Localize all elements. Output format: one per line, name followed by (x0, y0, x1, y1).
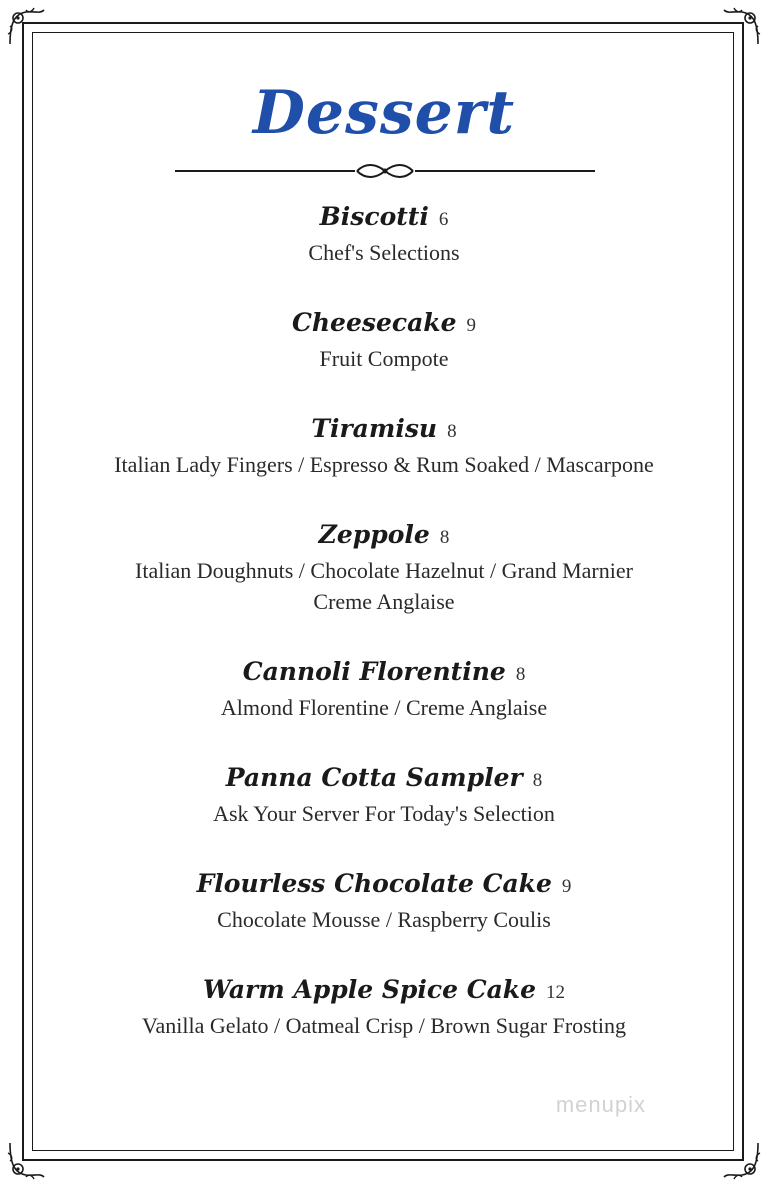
item-description: Almond Florentine / Creme Anglaise (220, 695, 548, 720)
item-description: Fruit Compote (319, 346, 449, 371)
item-name: Zeppole (318, 520, 430, 549)
menu-item (0, 412, 768, 480)
menu-item (0, 200, 768, 268)
dessert-list (0, 200, 768, 1079)
item-description: Chef's Selections (308, 240, 460, 265)
item-description: Vanilla Gelato / Oatmeal Crisp / Brown Sugar Frosting (142, 1013, 626, 1038)
item-price: 6 (438, 209, 449, 230)
corner-ornament-icon (4, 1139, 48, 1183)
item-price: 8 (439, 527, 450, 548)
item-description: Ask Your Server For Today's Selection (213, 801, 555, 826)
menu-item (0, 973, 768, 1041)
menu-title: Dessert (252, 78, 516, 148)
menu-item (0, 761, 768, 829)
menu-item (0, 306, 768, 374)
menu-item (0, 655, 768, 723)
item-description: Chocolate Mousse / Raspberry Coulis (217, 907, 551, 932)
item-name: Flourless Chocolate Cake (196, 869, 552, 898)
item-description: Italian Lady Fingers / Espresso & Rum Soaked / Mascarpone (114, 452, 654, 477)
item-name: Cheesecake (291, 308, 457, 337)
item-price: 8 (515, 664, 526, 685)
item-price: 9 (561, 876, 572, 897)
item-name: Cannoli Florentine (242, 657, 506, 686)
corner-ornament-icon (720, 1139, 764, 1183)
item-price: 8 (532, 770, 543, 791)
item-name: Warm Apple Spice Cake (202, 975, 537, 1004)
item-name: Tiramisu (311, 414, 438, 443)
menu-item (0, 518, 768, 617)
item-name: Biscotti (319, 202, 429, 231)
menu-item (0, 867, 768, 935)
item-name: Panna Cotta Sampler (225, 763, 523, 792)
corner-ornament-icon (4, 4, 48, 48)
item-price: 8 (447, 421, 457, 442)
watermark: menupix (555, 1092, 646, 1117)
corner-ornament-icon (720, 4, 764, 48)
flourish-divider-icon (175, 160, 595, 182)
item-price: 9 (466, 315, 476, 336)
item-description: Creme Anglaise (313, 589, 455, 614)
item-description: Italian Doughnuts / Chocolate Hazelnut / Grand Marnier (135, 558, 633, 583)
item-price: 12 (546, 982, 566, 1003)
